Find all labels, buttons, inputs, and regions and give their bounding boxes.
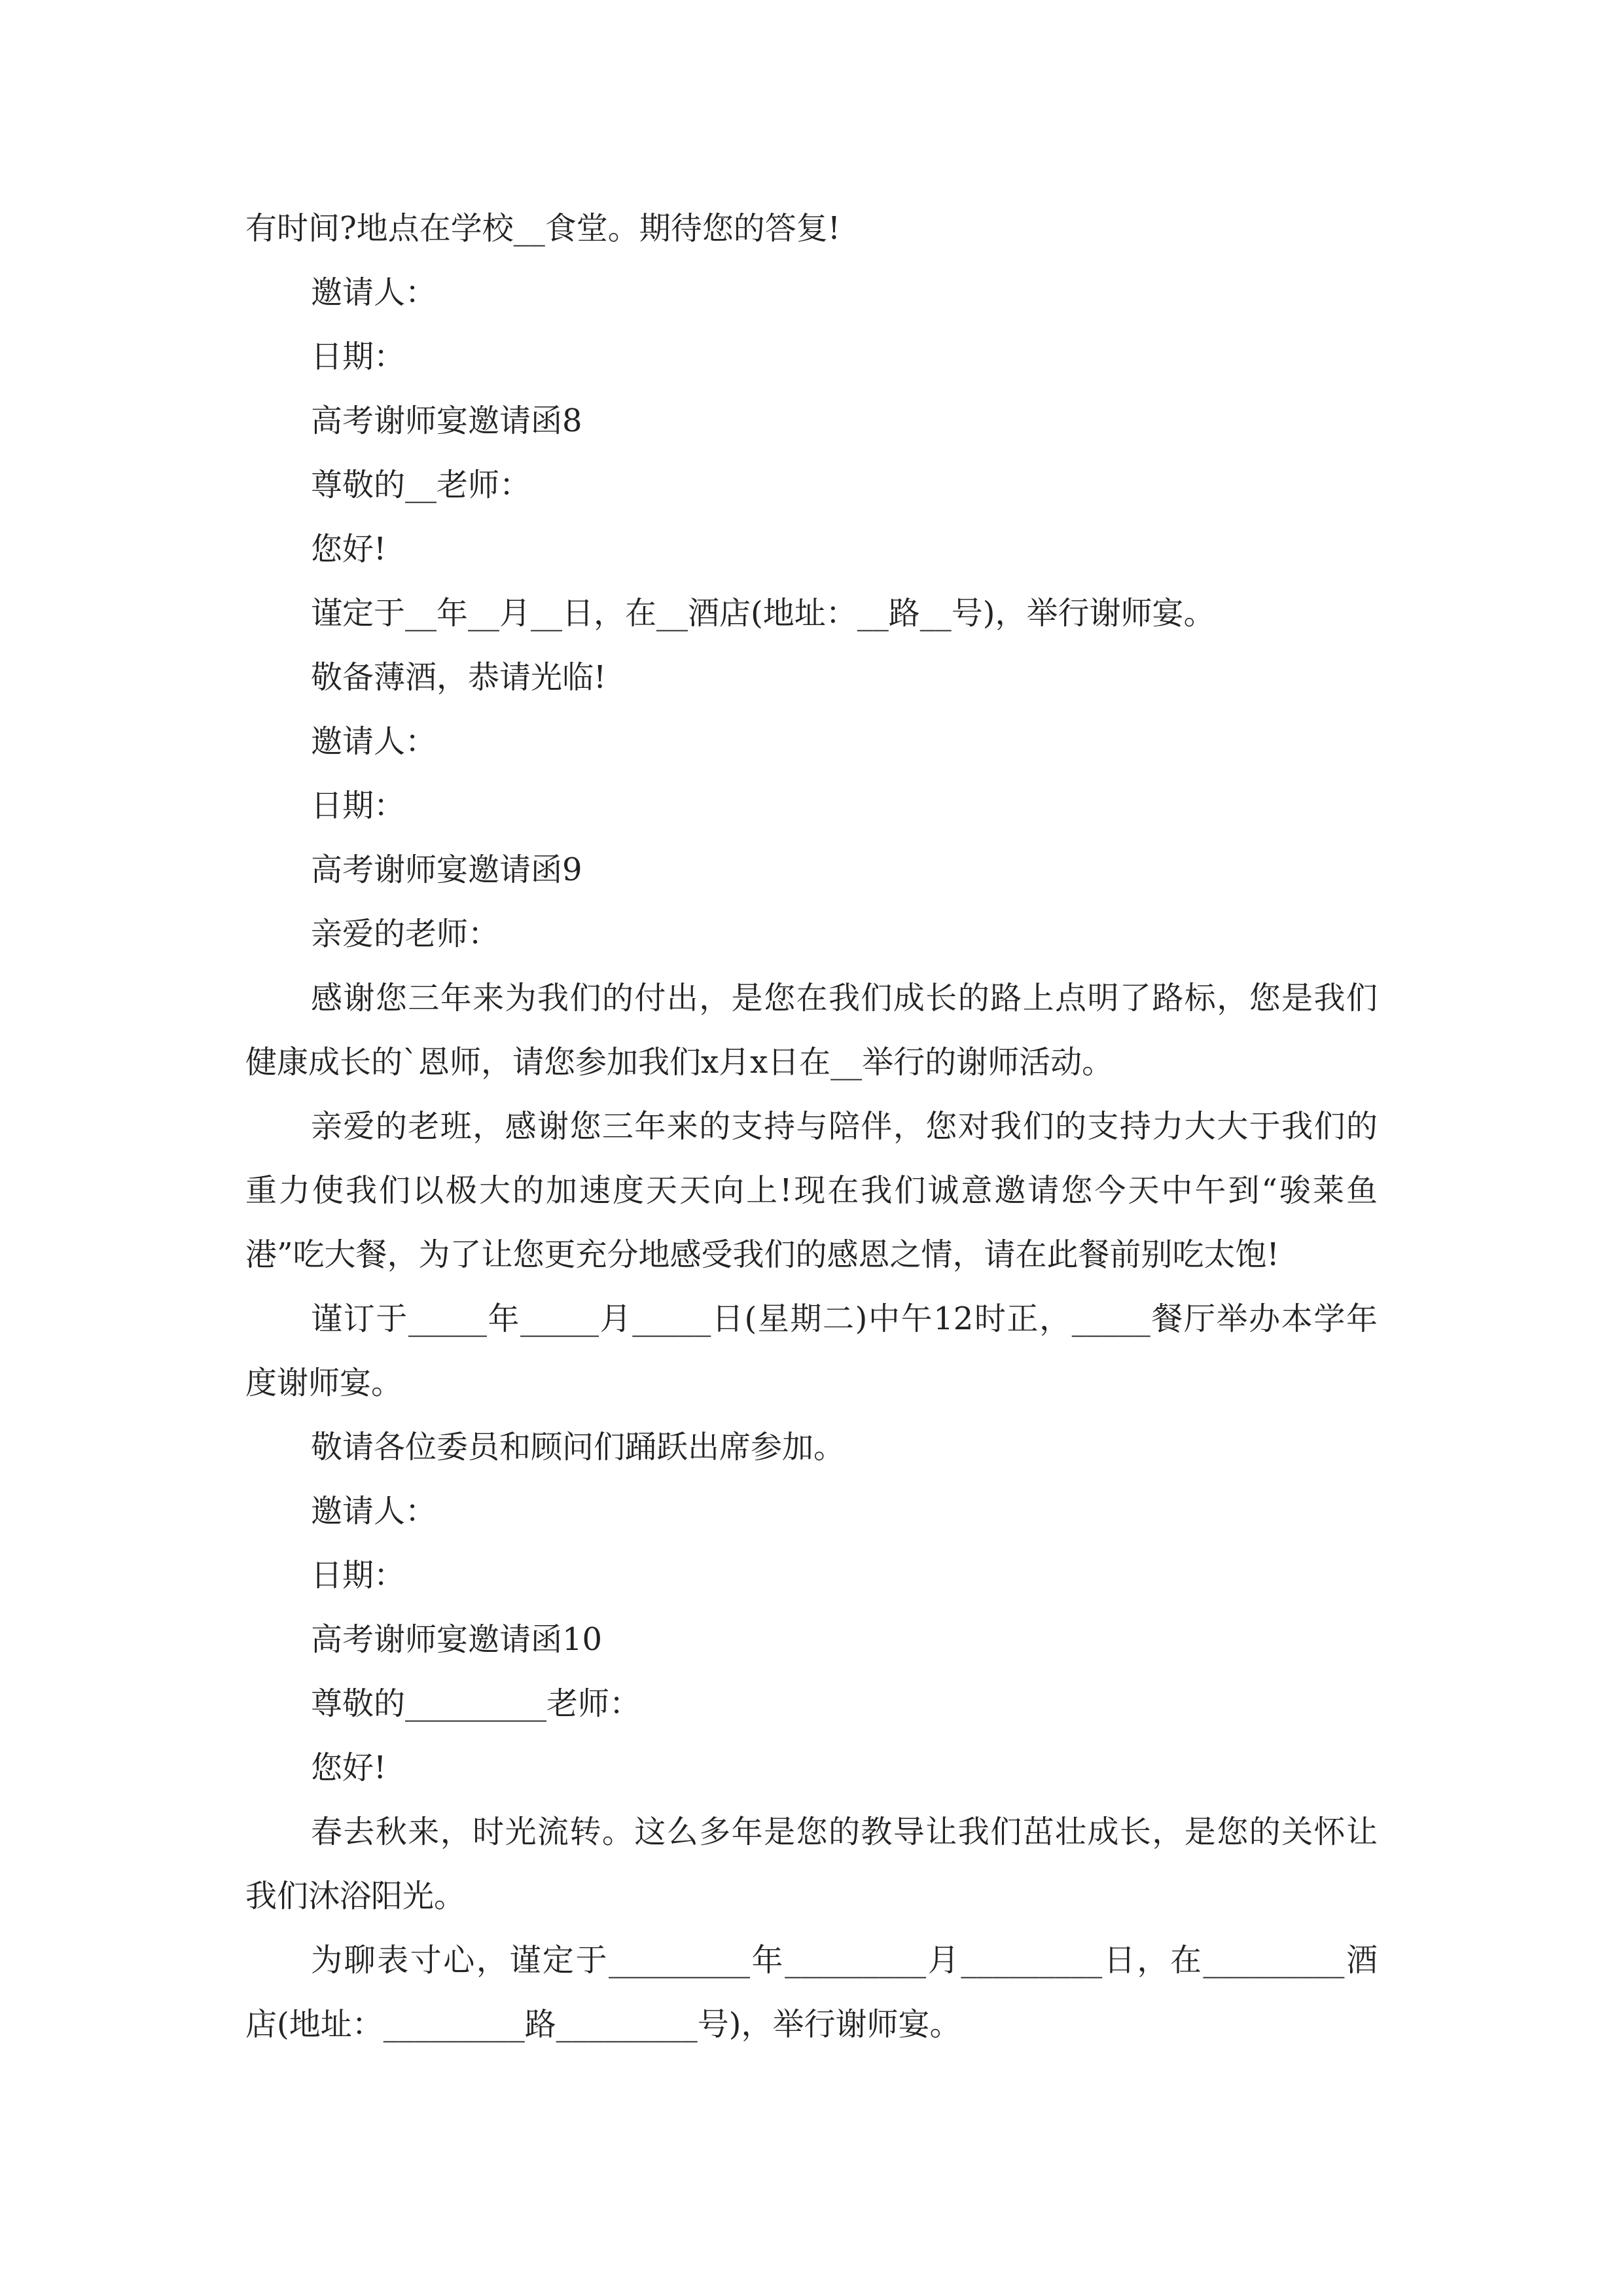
- section-title: 高考谢师宴邀请函9: [311, 852, 582, 888]
- inviter-label: 邀请人：: [311, 274, 437, 311]
- greeting: 您好!: [311, 1749, 387, 1786]
- salutation: 亲爱的老师：: [311, 916, 500, 952]
- section-title: 高考谢师宴邀请函10: [311, 1621, 603, 1658]
- salutation: 尊敬的__老师：: [311, 467, 531, 503]
- document-body: [245, 196, 1378, 2056]
- paragraph: 谨定于__年__月__日，在__酒店(地址：__路__号)，举行谢师宴。: [311, 595, 1215, 632]
- inviter-label: 邀请人：: [311, 1493, 437, 1530]
- paragraph: 敬备薄酒，恭请光临!: [311, 659, 607, 696]
- date-label: 日期：: [311, 1557, 406, 1594]
- paragraph: 敬请各位委员和顾问们踊跃出席参加。: [311, 1429, 846, 1465]
- greeting: 您好!: [311, 531, 387, 567]
- paragraph: 感谢您三年来为我们的付出，是您在我们成长的路上点明了路标，您是我们健康成长的`恩师，请您参加我们x月x日在__举行的谢师活动。: [245, 980, 1378, 1081]
- date-label: 日期：: [311, 338, 406, 375]
- paragraph: 谨订于_____年_____月_____日(星期二)中午12时正，_____餐厅举办本学年度谢师宴。: [245, 1300, 1378, 1401]
- paragraph: 春去秋来，时光流转。这么多年是您的教导让我们茁壮成长，是您的关怀让我们沐浴阳光。: [245, 1814, 1378, 1914]
- salutation: 尊敬的_________老师：: [311, 1685, 641, 1722]
- paragraph: 为聊表寸心，谨定于_________年_________月_________日，在_________酒店(地址：_________路_________号)，举行谢师宴。: [245, 1942, 1378, 2043]
- inviter-label: 邀请人：: [311, 723, 437, 760]
- date-label: 日期：: [311, 787, 406, 824]
- section-title: 高考谢师宴邀请函8: [311, 403, 582, 439]
- paragraph: 有时间?地点在学校__食堂。期待您的答复!: [245, 210, 841, 247]
- paragraph: 亲爱的老班，感谢您三年来的支持与陪伴，您对我们的支持力大大于我们的重力使我们以极大的加速度天天向上!现在我们诚意邀请您今天中午到“骏莱鱼港”吃大餐，为了让您更充分地感受我们的感恩之情，请在此餐前别吃太饱!: [245, 1108, 1378, 1273]
